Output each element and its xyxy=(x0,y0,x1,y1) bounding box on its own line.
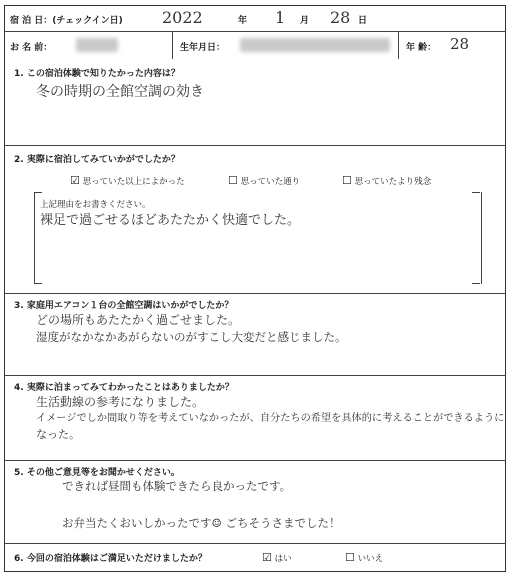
reason-label: 上記理由をお書きください。 xyxy=(40,200,151,210)
name-label: お 名 前： xyxy=(10,43,53,53)
checkbox-icon[interactable]: ☐ xyxy=(345,551,355,564)
q3-answer-line2: 湿度がなかなかあがらないのがすこし大変だと感じました。 xyxy=(36,330,347,344)
q2-question: 2. 実際に宿泊してみていかがでしたか？ xyxy=(14,155,180,165)
q6-question: 6. 今回の宿泊体験はご満足いただけましたか？ xyxy=(14,554,207,564)
q6-option-yes[interactable] xyxy=(262,551,292,564)
checkin-date-label: 宿 泊 日：(チェックイン日) xyxy=(10,16,123,26)
checked-checkbox-icon[interactable]: ☑ xyxy=(262,551,272,564)
q3-question: 3. 家庭用エアコン１台の全館空調はいかがでしたか？ xyxy=(14,301,234,311)
q6-option-yes-label: はい xyxy=(274,554,292,564)
q4-answer-line1: 生活動線の参考になりました。 xyxy=(36,395,205,409)
q5-answer-line1: できれば昼間も体験できたら良かったです。 xyxy=(62,479,292,493)
checkbox-icon[interactable]: ☐ xyxy=(228,174,238,187)
q6-option-no-label: いいえ xyxy=(357,554,384,564)
day-value: 28 xyxy=(330,8,351,27)
q2-option-1-label: 思っていた以上によかった xyxy=(82,177,185,187)
q2-option-2-label: 思っていた通り xyxy=(240,177,301,187)
q3-answer-line1: どの場所もあたたかく過ごせました。 xyxy=(36,313,241,327)
age-label: 年 齢： xyxy=(406,43,437,53)
q6-option-no[interactable] xyxy=(345,551,383,564)
birthdate-redacted xyxy=(240,38,390,52)
q4-answer-line2a: イメージでしか間取り等を考えていなかったが、自分たちの希望を具体的に考えることができるように xyxy=(36,413,505,424)
q5-answer-line2: お弁当たくおいしかったです☺ ごちそうさまでした！ xyxy=(62,516,341,530)
q2-option-3-label: 思っていたより残念 xyxy=(354,177,432,187)
age-value: 28 xyxy=(450,35,470,53)
checked-checkbox-icon[interactable]: ☑ xyxy=(70,174,80,187)
q2-option-1[interactable] xyxy=(70,174,185,187)
q4-question: 4. 実際に泊まってみてわかったことはありましたか？ xyxy=(14,383,234,393)
checkbox-icon[interactable]: ☐ xyxy=(342,174,352,187)
month-unit: 月 xyxy=(300,16,310,26)
day-unit: 日 xyxy=(358,16,368,26)
q1-question: 1. この宿泊体験で知りたかった内容は？ xyxy=(14,69,180,79)
q2-option-2[interactable] xyxy=(228,174,300,187)
q5-question: 5. その他ご意見等をお聞かせください。 xyxy=(14,468,180,478)
q4-answer-line2b: なった。 xyxy=(36,428,80,441)
q2-option-3[interactable] xyxy=(342,174,431,187)
q1-answer: 冬の時期の全館空調の効き xyxy=(36,84,204,100)
year-value: 2022 xyxy=(162,8,203,27)
reason-answer: 裸足で過ごせるほどあたたかく快適でした。 xyxy=(40,213,301,228)
month-value: 1 xyxy=(275,8,286,27)
name-redacted xyxy=(76,38,118,52)
year-unit: 年 xyxy=(238,16,248,26)
birthdate-label: 生年月日： xyxy=(180,43,226,53)
